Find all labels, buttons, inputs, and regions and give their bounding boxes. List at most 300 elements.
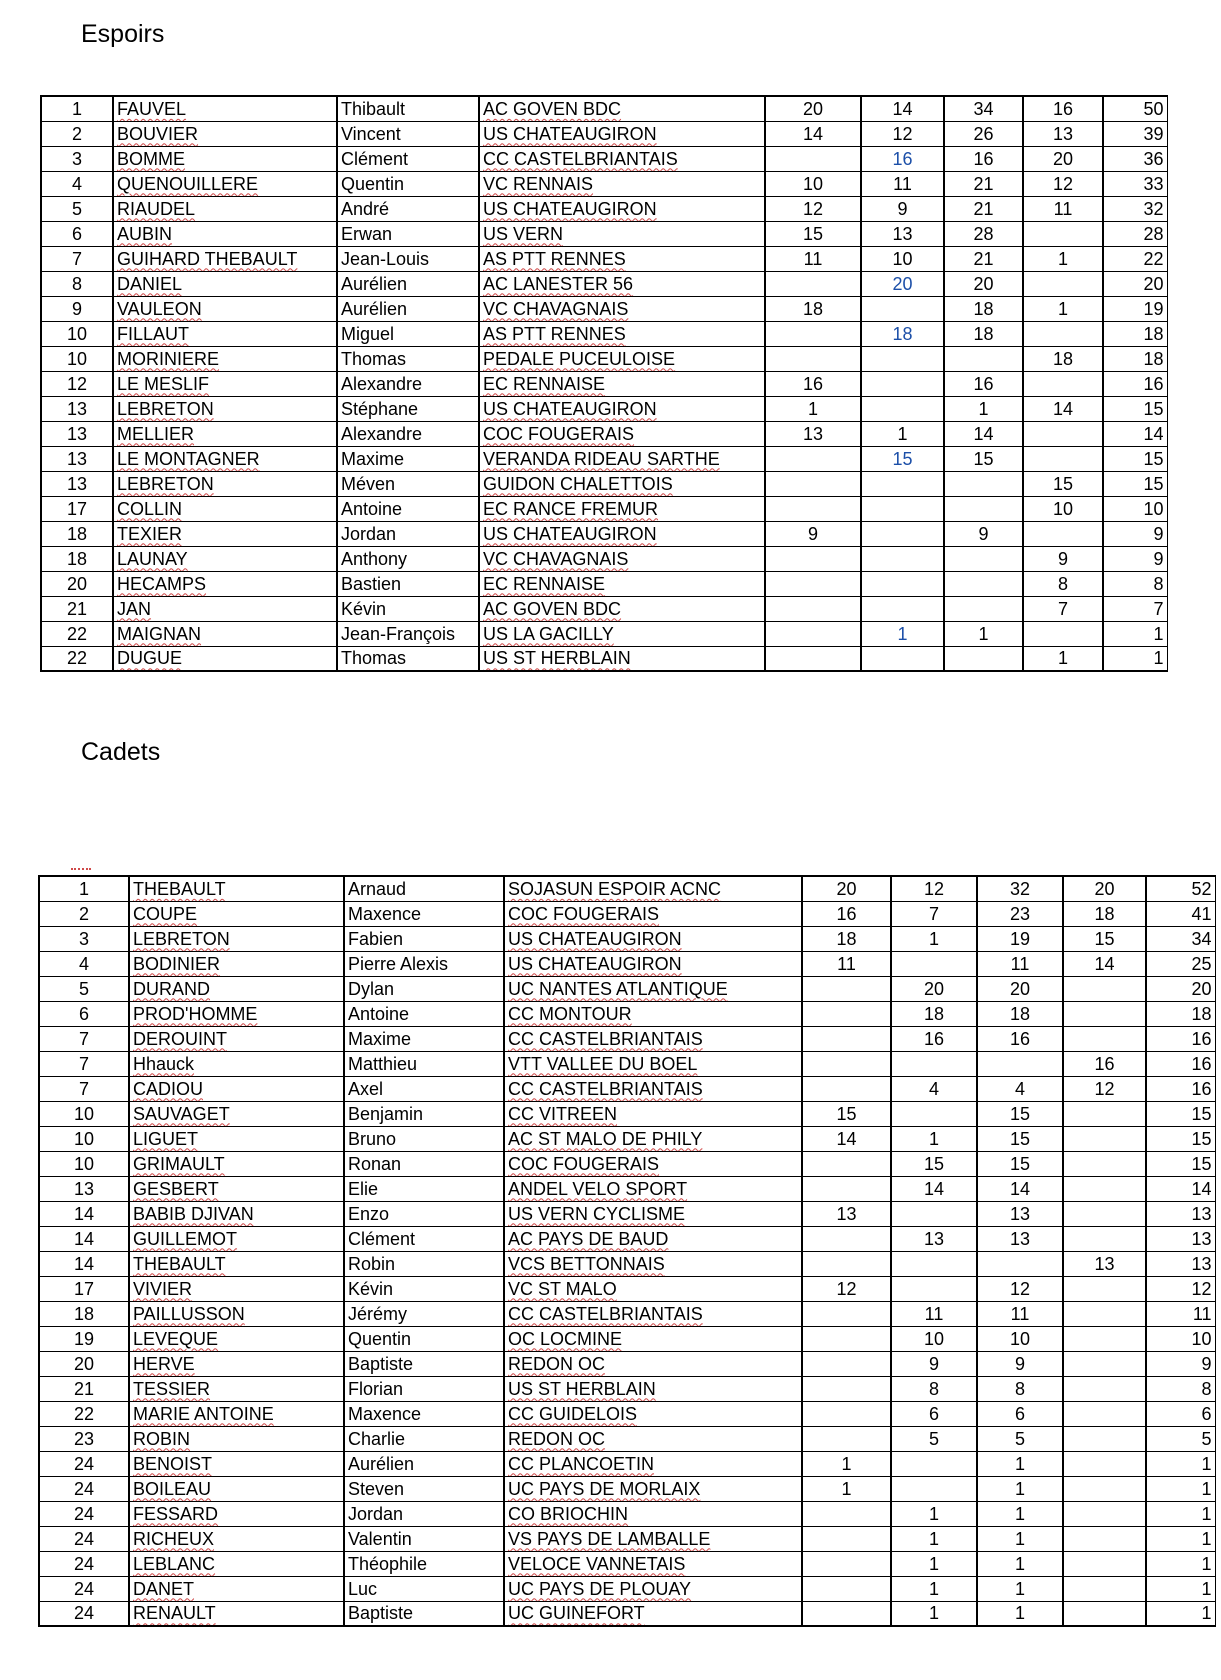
club-cell: AS PTT RENNES — [479, 321, 765, 346]
race1-cell: 11 — [765, 246, 861, 271]
subtotal-cell: 6 — [977, 1401, 1063, 1426]
subtotal-cell: 1 — [977, 1576, 1063, 1601]
total-cell: 7 — [1103, 596, 1167, 621]
subtotal-cell — [944, 571, 1023, 596]
race2-cell — [891, 1101, 977, 1126]
rank-cell: 7 — [39, 1076, 129, 1101]
club-cell: VC RENNAIS — [479, 171, 765, 196]
race3-cell: 1 — [1023, 296, 1103, 321]
table-row — [39, 1201, 1215, 1226]
first-name-cell: Fabien — [344, 926, 504, 951]
last-name-cell: LAUNAY — [113, 546, 337, 571]
table-row — [39, 901, 1215, 926]
table-row — [39, 1101, 1215, 1126]
race1-cell — [802, 1076, 891, 1101]
first-name-cell: André — [337, 196, 479, 221]
first-name-cell: Florian — [344, 1376, 504, 1401]
total-cell: 15 — [1146, 1126, 1215, 1151]
last-name-cell: HECAMPS — [113, 571, 337, 596]
first-name-cell: Robin — [344, 1251, 504, 1276]
total-cell: 15 — [1146, 1101, 1215, 1126]
table-row — [39, 1351, 1215, 1376]
race2-cell: 1 — [891, 1526, 977, 1551]
total-cell: 15 — [1103, 396, 1167, 421]
race3-cell — [1063, 1376, 1146, 1401]
race1-cell — [765, 446, 861, 471]
last-name-cell: LEBLANC — [129, 1551, 344, 1576]
race1-cell — [802, 1226, 891, 1251]
club-cell: AC GOVEN BDC — [479, 596, 765, 621]
race1-cell: 14 — [765, 121, 861, 146]
last-name-cell: LEBRETON — [113, 396, 337, 421]
race2-cell: 9 — [861, 196, 944, 221]
race1-cell — [802, 1426, 891, 1451]
club-cell: COC FOUGERAIS — [504, 1151, 802, 1176]
rank-cell: 13 — [41, 446, 113, 471]
race3-cell — [1063, 1501, 1146, 1526]
table-row — [41, 221, 1167, 246]
subtotal-cell — [944, 646, 1023, 671]
total-cell: 1 — [1146, 1476, 1215, 1501]
club-cell: VC CHAVAGNAIS — [479, 296, 765, 321]
race3-cell — [1023, 521, 1103, 546]
rank-cell: 24 — [39, 1526, 129, 1551]
club-cell: US CHATEAUGIRON — [504, 926, 802, 951]
table-row — [41, 471, 1167, 496]
last-name-cell: BOUVIER — [113, 121, 337, 146]
table-row — [39, 1126, 1215, 1151]
race2-cell — [861, 371, 944, 396]
race2-cell: 15 — [861, 446, 944, 471]
subtotal-cell: 28 — [944, 221, 1023, 246]
first-name-cell: Maxence — [344, 1401, 504, 1426]
rank-cell: 3 — [39, 926, 129, 951]
race2-cell: 12 — [891, 876, 977, 901]
race1-cell: 1 — [765, 396, 861, 421]
race2-cell: 1 — [891, 1576, 977, 1601]
table-row — [41, 171, 1167, 196]
race3-cell: 12 — [1023, 171, 1103, 196]
club-cell: VCS BETTONNAIS — [504, 1251, 802, 1276]
race1-cell — [802, 1026, 891, 1051]
race1-cell: 12 — [802, 1276, 891, 1301]
club-cell: US VERN CYCLISME — [504, 1201, 802, 1226]
table-row — [39, 1376, 1215, 1401]
race3-cell: 11 — [1023, 196, 1103, 221]
race1-cell — [802, 1351, 891, 1376]
race1-cell: 16 — [802, 901, 891, 926]
first-name-cell: Dylan — [344, 976, 504, 1001]
espoirs-table — [40, 95, 1168, 672]
race3-cell — [1023, 371, 1103, 396]
first-name-cell: Clément — [344, 1226, 504, 1251]
race2-cell: 5 — [891, 1426, 977, 1451]
rank-cell: 24 — [39, 1451, 129, 1476]
total-cell: 1 — [1146, 1526, 1215, 1551]
club-cell: VC CHAVAGNAIS — [479, 546, 765, 571]
race1-cell: 20 — [802, 876, 891, 901]
subtotal-cell: 1 — [977, 1501, 1063, 1526]
race2-cell: 1 — [861, 621, 944, 646]
first-name-cell: Quentin — [344, 1326, 504, 1351]
table-row — [39, 1326, 1215, 1351]
total-cell: 28 — [1103, 221, 1167, 246]
rank-cell: 20 — [41, 571, 113, 596]
race3-cell: 14 — [1063, 951, 1146, 976]
race2-cell — [861, 346, 944, 371]
last-name-cell: RICHEUX — [129, 1526, 344, 1551]
cadets-table — [38, 875, 1216, 1627]
race2-cell: 13 — [861, 221, 944, 246]
table-row — [41, 196, 1167, 221]
total-cell: 50 — [1103, 96, 1167, 121]
club-cell: US LA GACILLY — [479, 621, 765, 646]
club-cell: AC GOVEN BDC — [479, 96, 765, 121]
total-cell: 8 — [1103, 571, 1167, 596]
race2-cell — [891, 1201, 977, 1226]
first-name-cell: Benjamin — [344, 1101, 504, 1126]
race3-cell — [1063, 1151, 1146, 1176]
race2-cell: 10 — [861, 246, 944, 271]
race2-cell: 1 — [891, 926, 977, 951]
race2-cell: 11 — [891, 1301, 977, 1326]
first-name-cell: Clément — [337, 146, 479, 171]
race2-cell — [861, 471, 944, 496]
rank-cell: 19 — [39, 1326, 129, 1351]
total-cell: 1 — [1146, 1501, 1215, 1526]
subtotal-cell — [944, 471, 1023, 496]
last-name-cell: JAN — [113, 596, 337, 621]
subtotal-cell: 10 — [977, 1326, 1063, 1351]
race1-cell — [765, 546, 861, 571]
club-cell: UC PAYS DE PLOUAY — [504, 1576, 802, 1601]
total-cell: 36 — [1103, 146, 1167, 171]
race3-cell — [1063, 1526, 1146, 1551]
race2-cell: 1 — [891, 1501, 977, 1526]
subtotal-cell: 11 — [977, 1301, 1063, 1326]
race2-cell: 18 — [891, 1001, 977, 1026]
first-name-cell: Maxime — [344, 1026, 504, 1051]
race3-cell — [1063, 1451, 1146, 1476]
last-name-cell: FILLAUT — [113, 321, 337, 346]
first-name-cell: Aurélien — [344, 1451, 504, 1476]
total-cell: 1 — [1146, 1601, 1215, 1626]
club-cell: VC ST MALO — [504, 1276, 802, 1301]
first-name-cell: Bastien — [337, 571, 479, 596]
subtotal-cell: 32 — [977, 876, 1063, 901]
rank-cell: 13 — [41, 421, 113, 446]
rank-cell: 7 — [41, 246, 113, 271]
subtotal-cell: 1 — [977, 1476, 1063, 1501]
total-cell: 16 — [1146, 1051, 1215, 1076]
table-row — [41, 571, 1167, 596]
race1-cell: 12 — [765, 196, 861, 221]
race1-cell — [802, 1501, 891, 1526]
total-cell: 12 — [1146, 1276, 1215, 1301]
table-row — [41, 146, 1167, 171]
race3-cell: 13 — [1023, 121, 1103, 146]
first-name-cell: Kévin — [344, 1276, 504, 1301]
rank-cell: 17 — [39, 1276, 129, 1301]
race3-cell: 8 — [1023, 571, 1103, 596]
subtotal-cell — [977, 1251, 1063, 1276]
total-cell: 5 — [1146, 1426, 1215, 1451]
rank-cell: 18 — [41, 521, 113, 546]
club-cell: COC FOUGERAIS — [504, 901, 802, 926]
total-cell: 8 — [1146, 1376, 1215, 1401]
race1-cell — [802, 1401, 891, 1426]
race3-cell — [1023, 446, 1103, 471]
table-row — [39, 1551, 1215, 1576]
rank-cell: 21 — [39, 1376, 129, 1401]
cadets-title: Cadets — [81, 738, 161, 766]
table-row — [39, 1076, 1215, 1101]
club-cell: VS PAYS DE LAMBALLE — [504, 1526, 802, 1551]
race2-cell: 14 — [891, 1176, 977, 1201]
rank-cell: 14 — [39, 1251, 129, 1276]
subtotal-cell — [944, 546, 1023, 571]
race1-cell: 11 — [802, 951, 891, 976]
subtotal-cell: 12 — [977, 1276, 1063, 1301]
last-name-cell: TESSIER — [129, 1376, 344, 1401]
first-name-cell: Alexandre — [337, 421, 479, 446]
club-cell: REDON OC — [504, 1426, 802, 1451]
total-cell: 9 — [1103, 521, 1167, 546]
first-name-cell: Jordan — [337, 521, 479, 546]
race3-cell — [1063, 1201, 1146, 1226]
first-name-cell: Miguel — [337, 321, 479, 346]
espoirs-title: Espoirs — [81, 20, 165, 48]
race2-cell — [891, 1051, 977, 1076]
table-row — [41, 396, 1167, 421]
race1-cell — [765, 146, 861, 171]
last-name-cell: CADIOU — [129, 1076, 344, 1101]
race2-cell: 14 — [861, 96, 944, 121]
subtotal-cell: 16 — [977, 1026, 1063, 1051]
table-row — [41, 421, 1167, 446]
first-name-cell: Erwan — [337, 221, 479, 246]
race2-cell: 18 — [861, 321, 944, 346]
total-cell: 1 — [1146, 1576, 1215, 1601]
race3-cell — [1063, 1276, 1146, 1301]
race3-cell — [1023, 621, 1103, 646]
rank-cell: 13 — [41, 471, 113, 496]
race3-cell — [1063, 1401, 1146, 1426]
table-row — [39, 1451, 1215, 1476]
club-cell: CC MONTOUR — [504, 1001, 802, 1026]
race1-cell — [802, 1301, 891, 1326]
club-cell: CO BRIOCHIN — [504, 1501, 802, 1526]
table-row — [39, 1151, 1215, 1176]
race2-cell: 1 — [861, 421, 944, 446]
race3-cell: 20 — [1023, 146, 1103, 171]
race2-cell: 1 — [891, 1601, 977, 1626]
race2-cell: 8 — [891, 1376, 977, 1401]
race3-cell: 12 — [1063, 1076, 1146, 1101]
race1-cell — [802, 1151, 891, 1176]
first-name-cell: Thomas — [337, 646, 479, 671]
first-name-cell: Aurélien — [337, 271, 479, 296]
rank-cell: 10 — [39, 1101, 129, 1126]
subtotal-cell: 13 — [977, 1201, 1063, 1226]
race3-cell — [1063, 1426, 1146, 1451]
race2-cell — [891, 951, 977, 976]
race3-cell: 9 — [1023, 546, 1103, 571]
rank-cell: 13 — [39, 1176, 129, 1201]
club-cell: AC ST MALO DE PHILY — [504, 1126, 802, 1151]
total-cell: 25 — [1146, 951, 1215, 976]
last-name-cell: TEXIER — [113, 521, 337, 546]
race3-cell — [1023, 221, 1103, 246]
rank-cell: 22 — [41, 621, 113, 646]
last-name-cell: THEBAULT — [129, 876, 344, 901]
first-name-cell: Ronan — [344, 1151, 504, 1176]
subtotal-cell: 9 — [977, 1351, 1063, 1376]
subtotal-cell — [944, 346, 1023, 371]
last-name-cell: DANIEL — [113, 271, 337, 296]
race1-cell — [765, 471, 861, 496]
race3-cell — [1063, 1226, 1146, 1251]
rank-cell: 13 — [41, 396, 113, 421]
first-name-cell: Thibault — [337, 96, 479, 121]
table-row — [39, 1001, 1215, 1026]
subtotal-cell: 1 — [944, 621, 1023, 646]
club-cell: CC GUIDELOIS — [504, 1401, 802, 1426]
first-name-cell: Théophile — [344, 1551, 504, 1576]
club-cell: CC CASTELBRIANTAIS — [504, 1026, 802, 1051]
subtotal-cell: 15 — [977, 1151, 1063, 1176]
subtotal-cell: 5 — [977, 1426, 1063, 1451]
race2-cell — [861, 646, 944, 671]
rank-cell: 18 — [39, 1301, 129, 1326]
rank-cell: 7 — [39, 1051, 129, 1076]
club-cell: VELOCE VANNETAIS — [504, 1551, 802, 1576]
first-name-cell: Arnaud — [344, 876, 504, 901]
first-name-cell: Anthony — [337, 546, 479, 571]
race2-cell — [891, 1276, 977, 1301]
rank-cell: 10 — [41, 346, 113, 371]
first-name-cell: Valentin — [344, 1526, 504, 1551]
race1-cell — [802, 1601, 891, 1626]
total-cell: 16 — [1146, 1076, 1215, 1101]
rank-cell: 7 — [39, 1026, 129, 1051]
race2-cell: 12 — [861, 121, 944, 146]
race1-cell: 18 — [765, 296, 861, 321]
first-name-cell: Jean-François — [337, 621, 479, 646]
total-cell: 20 — [1146, 976, 1215, 1001]
last-name-cell: VIVIER — [129, 1276, 344, 1301]
total-cell: 1 — [1146, 1551, 1215, 1576]
subtotal-cell — [944, 496, 1023, 521]
race2-cell: 20 — [891, 976, 977, 1001]
subtotal-cell: 23 — [977, 901, 1063, 926]
total-cell: 39 — [1103, 121, 1167, 146]
rank-cell: 4 — [41, 171, 113, 196]
subtotal-cell: 20 — [977, 976, 1063, 1001]
race1-cell — [802, 1576, 891, 1601]
race3-cell — [1063, 1026, 1146, 1051]
race3-cell: 16 — [1023, 96, 1103, 121]
table-row — [39, 926, 1215, 951]
club-cell: PEDALE PUCEULOISE — [479, 346, 765, 371]
total-cell: 9 — [1103, 546, 1167, 571]
race2-cell: 13 — [891, 1226, 977, 1251]
race1-cell: 13 — [765, 421, 861, 446]
last-name-cell: RENAULT — [129, 1601, 344, 1626]
race2-cell — [891, 1251, 977, 1276]
first-name-cell: Aurélien — [337, 296, 479, 321]
club-cell: US CHATEAUGIRON — [479, 121, 765, 146]
first-name-cell: Baptiste — [344, 1351, 504, 1376]
race1-cell — [802, 976, 891, 1001]
total-cell: 32 — [1103, 196, 1167, 221]
race1-cell: 14 — [802, 1126, 891, 1151]
race1-cell: 1 — [802, 1476, 891, 1501]
table-row — [39, 1601, 1215, 1626]
total-cell: 41 — [1146, 901, 1215, 926]
last-name-cell: BOILEAU — [129, 1476, 344, 1501]
rank-cell: 10 — [41, 321, 113, 346]
total-cell: 33 — [1103, 171, 1167, 196]
last-name-cell: BENOIST — [129, 1451, 344, 1476]
club-cell: US CHATEAUGIRON — [479, 521, 765, 546]
race2-cell: 16 — [891, 1026, 977, 1051]
last-name-cell: LEBRETON — [129, 926, 344, 951]
race2-cell: 10 — [891, 1326, 977, 1351]
last-name-cell: ROBIN — [129, 1426, 344, 1451]
race2-cell: 15 — [891, 1151, 977, 1176]
table-row — [39, 1251, 1215, 1276]
club-cell: UC GUINEFORT — [504, 1601, 802, 1626]
first-name-cell: Thomas — [337, 346, 479, 371]
club-cell: CC PLANCOETIN — [504, 1451, 802, 1476]
total-cell: 16 — [1103, 371, 1167, 396]
subtotal-cell: 34 — [944, 96, 1023, 121]
total-cell: 1 — [1103, 646, 1167, 671]
race3-cell: 20 — [1063, 876, 1146, 901]
first-name-cell: Elie — [344, 1176, 504, 1201]
subtotal-cell: 14 — [944, 421, 1023, 446]
total-cell: 15 — [1103, 446, 1167, 471]
club-cell: COC FOUGERAIS — [479, 421, 765, 446]
race3-cell — [1063, 1601, 1146, 1626]
race1-cell — [765, 321, 861, 346]
total-cell: 19 — [1103, 296, 1167, 321]
rank-cell: 24 — [39, 1501, 129, 1526]
last-name-cell: DURAND — [129, 976, 344, 1001]
rank-cell: 1 — [39, 876, 129, 901]
race3-cell — [1063, 1101, 1146, 1126]
rank-cell: 3 — [41, 146, 113, 171]
rank-cell: 10 — [39, 1126, 129, 1151]
last-name-cell: HERVE — [129, 1351, 344, 1376]
subtotal-cell: 4 — [977, 1076, 1063, 1101]
last-name-cell: LEBRETON — [113, 471, 337, 496]
race2-cell: 6 — [891, 1401, 977, 1426]
table-row — [41, 446, 1167, 471]
table-row — [41, 246, 1167, 271]
first-name-cell: Stéphane — [337, 396, 479, 421]
last-name-cell: MELLIER — [113, 421, 337, 446]
last-name-cell: PAILLUSSON — [129, 1301, 344, 1326]
table-row — [39, 1501, 1215, 1526]
table-row — [41, 321, 1167, 346]
subtotal-cell: 14 — [977, 1176, 1063, 1201]
table-row — [39, 1276, 1215, 1301]
total-cell: 22 — [1103, 246, 1167, 271]
race3-cell: 16 — [1063, 1051, 1146, 1076]
subtotal-cell: 18 — [977, 1001, 1063, 1026]
